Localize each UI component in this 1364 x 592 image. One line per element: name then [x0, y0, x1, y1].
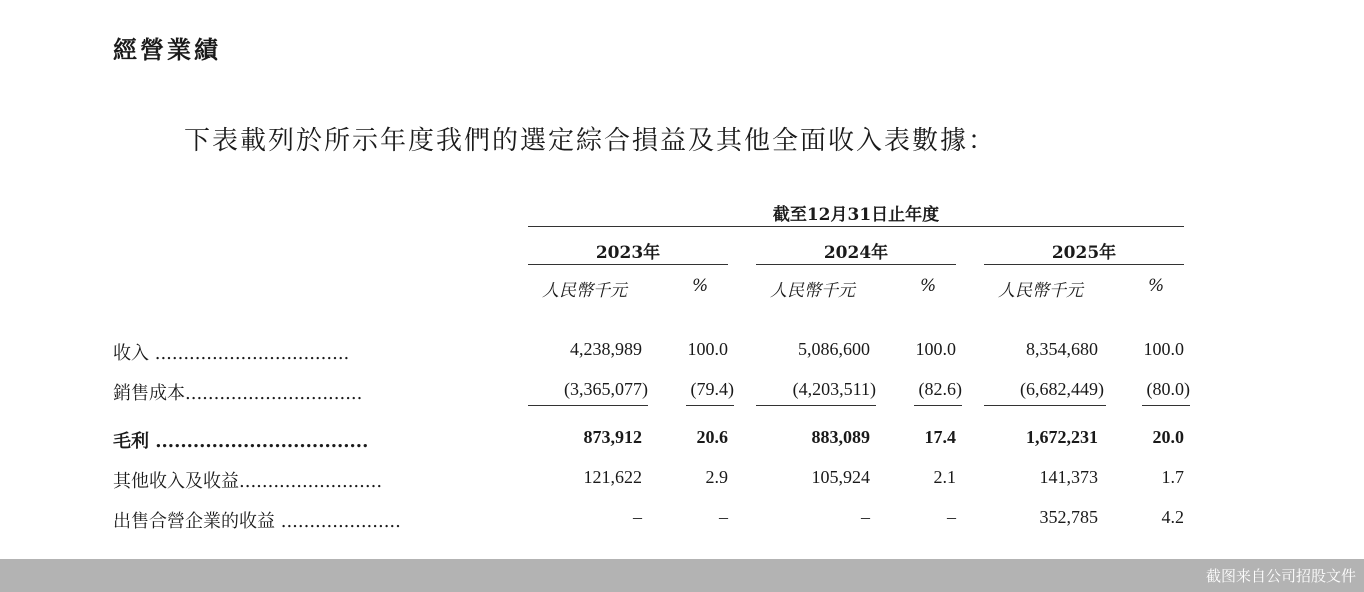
- subtotal-rule: [528, 405, 648, 406]
- year-rule-2023: [528, 264, 728, 265]
- year-rule-2024: [756, 264, 956, 265]
- row-label-cost-of-sales: 銷售成本...............................: [113, 383, 363, 404]
- unit-label: 人民幣千元: [770, 281, 855, 301]
- table-cell: 20.6: [696, 427, 728, 447]
- table-cell: (82.6): [918, 379, 962, 399]
- table-cell: 4.2: [1161, 507, 1184, 527]
- table-cell: 8,354,680: [1026, 339, 1098, 359]
- table-cell: (3,365,077): [564, 379, 648, 399]
- footer-bar: [0, 559, 1364, 592]
- year-2025: 2025年: [1051, 243, 1117, 263]
- subtotal-rule: [984, 405, 1106, 406]
- percent-label: %: [920, 276, 937, 296]
- table-cell: 5,086,600: [798, 339, 870, 359]
- table-cell: 352,785: [1039, 507, 1098, 527]
- table-cell: (4,203,511): [792, 379, 876, 399]
- table-cell: 121,622: [583, 467, 642, 487]
- table-cell: (80.0): [1146, 379, 1190, 399]
- percent-label: %: [692, 276, 709, 296]
- unit-label: 人民幣千元: [998, 281, 1083, 301]
- table-cell: 141,373: [1039, 467, 1098, 487]
- table-cell: –: [861, 507, 870, 527]
- section-title: 經營業績: [113, 36, 221, 64]
- table-cell: 100.0: [687, 339, 728, 359]
- subtotal-rule: [1142, 405, 1190, 406]
- table-cell: (79.4): [690, 379, 734, 399]
- period-header: 截至12月31日止年度: [772, 205, 940, 225]
- subtotal-rule: [914, 405, 962, 406]
- intro-paragraph: 下表載列於所示年度我們的選定綜合損益及其他全面收入表數據：: [184, 126, 997, 156]
- percent-label: %: [1148, 276, 1165, 296]
- table-cell: 100.0: [915, 339, 956, 359]
- row-label-other-income: 其他收入及收益.........................: [113, 471, 383, 492]
- table-cell: 883,089: [811, 427, 870, 447]
- table-cell: 20.0: [1152, 427, 1184, 447]
- row-label-revenue: 收入 ..................................: [113, 343, 350, 364]
- table-cell: –: [947, 507, 956, 527]
- table-cell: 4,238,989: [570, 339, 642, 359]
- subtotal-rule: [686, 405, 734, 406]
- table-cell: 17.4: [924, 427, 956, 447]
- row-label-gross-profit: 毛利 ..................................: [113, 431, 369, 452]
- year-2024: 2024年: [823, 243, 889, 263]
- table-cell: 1.7: [1161, 467, 1184, 487]
- table-cell: –: [633, 507, 642, 527]
- table-cell: 873,912: [583, 427, 642, 447]
- source-caption: 截图来自公司招股文件: [1205, 567, 1356, 585]
- table-cell: 105,924: [811, 467, 870, 487]
- year-2023: 2023年: [595, 243, 661, 263]
- unit-label: 人民幣千元: [542, 281, 627, 301]
- table-cell: 2.1: [933, 467, 956, 487]
- period-rule: [528, 226, 1184, 227]
- table-cell: 1,672,231: [1026, 427, 1098, 447]
- row-label-jv-disposal-gain: 出售合營企業的收益 .....................: [113, 511, 401, 532]
- year-rule-2025: [984, 264, 1184, 265]
- subtotal-rule: [756, 405, 876, 406]
- table-cell: 2.9: [705, 467, 728, 487]
- table-cell: 100.0: [1143, 339, 1184, 359]
- table-cell: –: [719, 507, 728, 527]
- table-cell: (6,682,449): [1020, 379, 1104, 399]
